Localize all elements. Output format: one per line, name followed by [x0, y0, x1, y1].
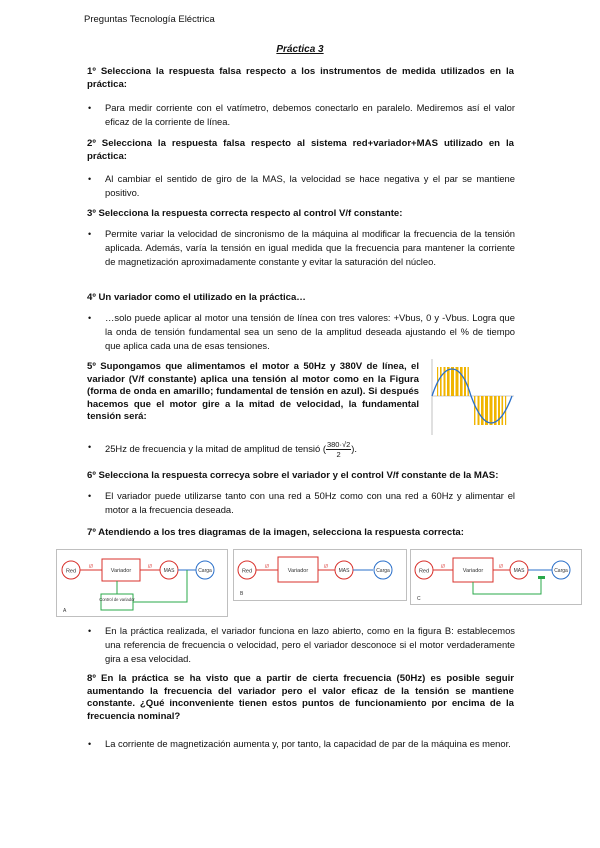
carga-label: Carga [554, 568, 568, 574]
control-label: Control de variador [99, 597, 135, 602]
pwm-waveform-figure [428, 355, 516, 437]
page-header: Preguntas Tecnología Eléctrica [84, 14, 215, 25]
answer-3-text: Permite variar la velocidad de sincronismo de la máquina al modificar la frecuencia de la tensión aplicada. Además, varía la tensión en igual medida que la frecuencia para mantener la corriente de magnetización aproximadamente constante y evitar la saturación del núcleo. [105, 228, 515, 268]
fraction-numerator: 380·√2 [326, 440, 351, 449]
question-4: 4º Un variador como el utilizado en la práctica… [87, 292, 306, 303]
mas-label: MAS [338, 568, 350, 574]
three-phase-mark: /// [440, 564, 446, 570]
bullet-icon: • [88, 626, 92, 636]
red-label: Red [241, 568, 253, 575]
answer-8-text: La corriente de magnetización aumenta y, por tanto, la capacidad de par de la máquina es menor. [105, 738, 511, 749]
answer-2 [88, 172, 515, 200]
document-title: Práctica 3 [276, 44, 324, 55]
three-phase-mark: /// [147, 564, 153, 570]
answer-4-text: …solo puede aplicar al motor una tensión de línea con tres valores: +Vbus, 0 y -Vbus. Logra que la onda de tensión fundamental sea un seno de la amplitud deseada ajustando el % de tiempo que aplica cada una de esas tensiones. [105, 312, 515, 352]
question-2: 2º Selecciona la respuesta falsa respecto al sistema red+variador+MAS utilizado en la práctica: [87, 138, 514, 162]
answer-6-text: El variador puede utilizarse tanto con una red a 50Hz como con una red a 60Hz y alimentar el motor a la frecuencia deseada. [105, 490, 515, 516]
question-6: 6º Selecciona la respuesta correcya sobre el variador y el control V/f constante de la MAS: [87, 470, 499, 481]
answer-5-text: 25Hz de frecuencia y la mitad de amplitud de tensió ( [105, 442, 326, 454]
variador-label: Variador [462, 568, 484, 574]
bullet-icon: • [88, 491, 92, 501]
answer-1-text: Para medir corriente con el vatímetro, debemos conectarlo en paralelo. Mediremos así el valor eficaz de la corriente de línea. [105, 102, 515, 128]
question-8: 8º En la práctica se ha visto que a partir de cierta frecuencia (50Hz) es posible seguir aumentando la frecuencia del variador pero el valor eficaz de la tensión se mantiene constante. ¿Qué inconveniente tienen estos puntos de funcionamiento por encima de la frecuencia nominal? [87, 673, 514, 722]
three-phase-mark: /// [323, 564, 329, 570]
diagram-c [410, 549, 582, 605]
question-1: 1º Selecciona la respuesta falsa respecto a los instrumentos de medida utilizados en la práctica: [87, 66, 514, 90]
diagram-a-label: A [63, 608, 67, 614]
variador-label: Variador [110, 568, 132, 574]
answer-7-text: En la práctica realizada, el variador funciona en lazo abierto, como en la figura B: establecemos una referencia de frecuencia o velocidad, pero el variador desconoce si el motor verdaderamente gira a esa velocidad. [105, 625, 515, 665]
three-phase-mark: /// [264, 564, 270, 570]
three-phase-mark: /// [498, 564, 504, 570]
answer-4 [88, 311, 515, 354]
answer-2-text: Al cambiar el sentido de giro de la MAS, la velocidad se hace negativa y el par se mantiene positivo. [105, 173, 515, 199]
bullet-icon: • [88, 739, 92, 749]
carga-label: Carga [198, 568, 212, 574]
encoder-mark [538, 576, 545, 579]
answer-1 [88, 101, 515, 129]
red-label: Red [418, 568, 430, 575]
bullet-icon: • [88, 313, 92, 323]
bullet-icon: • [88, 229, 92, 239]
diagram-c-label: C [417, 596, 421, 602]
diagram-b-label: B [240, 591, 244, 597]
three-phase-mark: /// [88, 564, 94, 570]
amplitude-fraction [326, 440, 351, 459]
bullet-icon: • [88, 103, 92, 113]
bullet-icon: • [88, 174, 92, 184]
fraction-denominator: 2 [336, 450, 341, 459]
diagram-a [56, 549, 228, 617]
answer-5 [88, 440, 515, 459]
question-3: 3º Selecciona la respuesta correcta respecto al control V/f constante: [87, 208, 403, 219]
question-7: 7º Atendiendo a los tres diagramas de la imagen, selecciona la respuesta correcta: [87, 527, 464, 538]
feedback-line [473, 579, 541, 594]
diagram-b [233, 549, 407, 601]
answer-5-end: ). [351, 442, 358, 454]
answer-8 [88, 737, 515, 751]
variador-label: Variador [287, 568, 309, 574]
answer-3 [88, 227, 515, 270]
feedback-line [133, 570, 187, 602]
question-5: 5º Supongamos que alimentamos el motor a 50Hz y 380V de línea, el variador (V/f constante) aplica una tensión al motor como en la Figura (forma de onda en amarillo; fundamental de tensión en azul). Si después hacemos que el motor gire a la mitad de velocidad, la fundamental tensión será: [87, 361, 419, 423]
red-label: Red [65, 568, 77, 575]
carga-label: Carga [376, 568, 390, 574]
bullet-icon: • [88, 442, 92, 452]
mas-label: MAS [513, 568, 525, 574]
mas-label: MAS [163, 568, 175, 574]
answer-6 [88, 489, 515, 517]
answer-7 [88, 624, 515, 667]
